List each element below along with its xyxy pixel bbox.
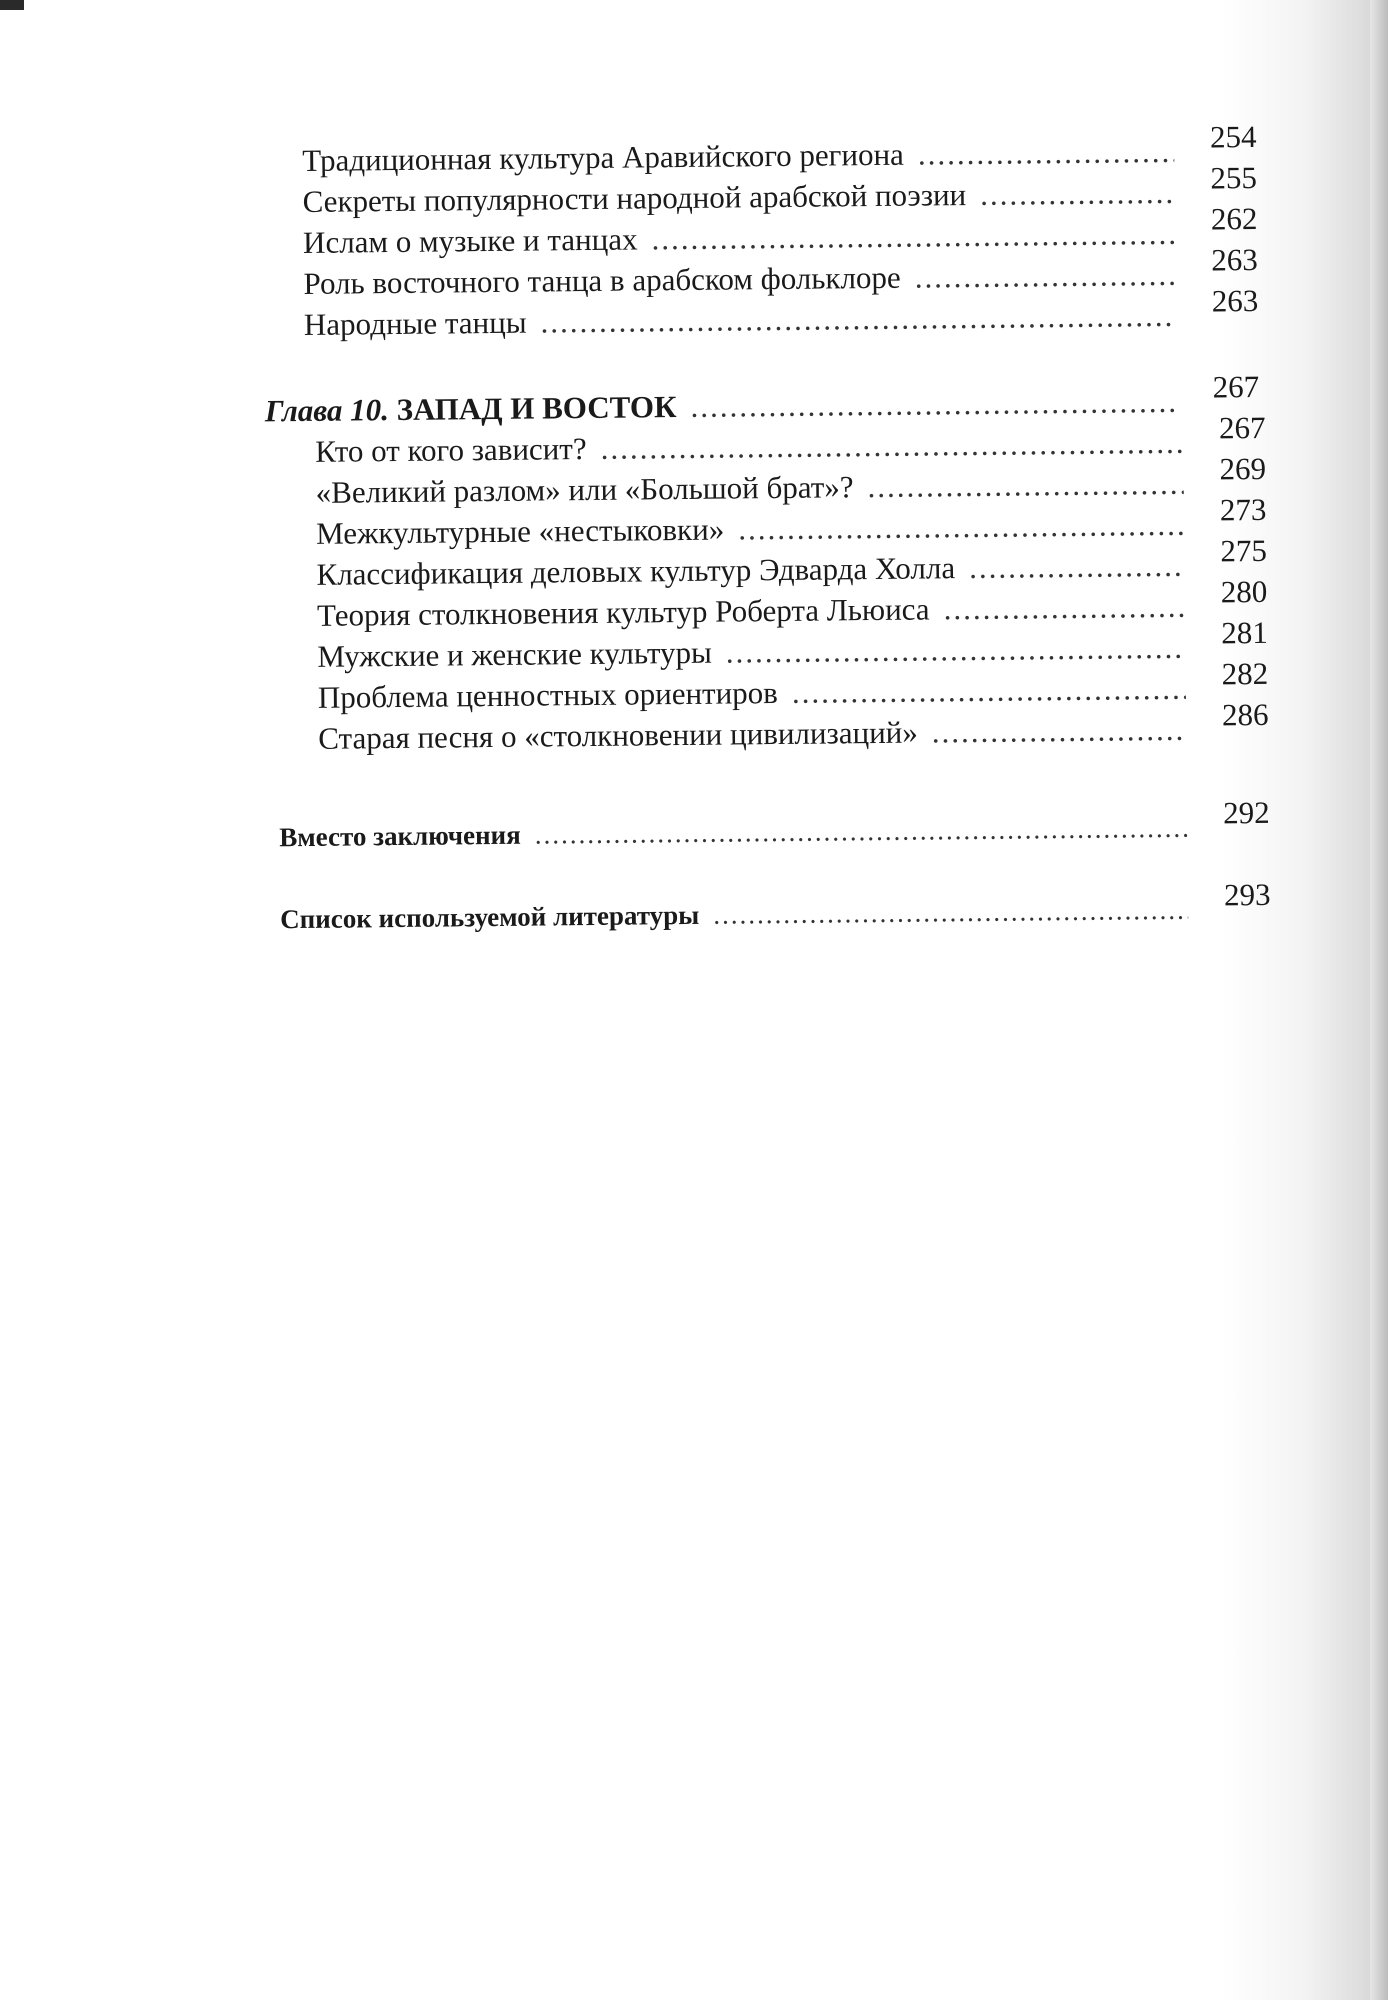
toc-entry-page: 267 [1218, 409, 1266, 446]
toc-entry-page: 281 [1221, 614, 1268, 651]
toc-entry-title: «Великий разлом» или «Большой брат»? [315, 469, 854, 510]
dot-leader [969, 547, 1185, 587]
chapter-title [265, 388, 677, 430]
toc-entry-title: Классификация деловых культур Эдварда Холла [316, 550, 956, 592]
dot-leader [932, 711, 1187, 752]
toc-entry [303, 282, 1259, 344]
toc-entry-page: 267 [1212, 368, 1260, 405]
dot-leader [943, 588, 1185, 629]
toc-entry-title: Традиционная культура Аравийского региона [302, 136, 905, 178]
toc-entry-page: 280 [1220, 573, 1268, 610]
toc-entry-page: 262 [1210, 200, 1258, 237]
toc-entry-page: 263 [1211, 282, 1259, 319]
toc-entry-page: 254 [1209, 118, 1257, 155]
toc-entry-page: 292 [1222, 794, 1270, 831]
toc-entry-page: 282 [1221, 655, 1269, 692]
toc-entry-bibliography [280, 876, 1271, 939]
toc-entry-title: Мужские и женские культуры [317, 634, 713, 674]
dot-leader [726, 629, 1186, 672]
toc-entry-page: 263 [1211, 241, 1258, 278]
dot-leader [535, 809, 1188, 854]
toc-entry-title: Старая песня о «столкновении цивилизаций» [318, 714, 918, 756]
dot-leader [713, 891, 1188, 934]
toc-entry-page: 269 [1219, 450, 1267, 487]
toc-entry-title: Список используемой литературы [280, 899, 700, 935]
toc-entry-title: Кто от кого зависит? [315, 431, 587, 469]
toc-entry-page: 293 [1223, 876, 1271, 913]
dot-leader [540, 297, 1176, 342]
toc-entry-page: 275 [1220, 532, 1268, 569]
toc-entry-conclusion [279, 794, 1270, 857]
chapter-name: ЗАПАД И ВОСТОК [396, 389, 677, 428]
toc-entry-title: Межкультурные «нестыковки» [315, 511, 725, 551]
toc-entry-title: Народные танцы [303, 304, 527, 342]
toc-entry-title: Теория столкновения культур Роберта Льюиса [316, 591, 930, 633]
dot-leader [792, 670, 1186, 712]
dot-leader [918, 133, 1175, 174]
toc-entry-page: 286 [1221, 696, 1269, 733]
toc-entry-title: Роль восточного танца в арабском фольклоре [303, 259, 901, 301]
toc-entry [318, 696, 1269, 758]
toc-entry-title: Вместо заключения [279, 819, 521, 853]
dot-leader [651, 215, 1175, 258]
dot-leader [867, 465, 1183, 506]
toc-entry-page: 273 [1219, 491, 1267, 528]
dot-leader [980, 174, 1175, 214]
toc-entry-title: Секреты популярности народной арабской поэзии [302, 177, 967, 219]
dot-leader [690, 383, 1177, 426]
dot-leader [915, 256, 1176, 297]
toc-entry [303, 241, 1258, 303]
toc-entry-title: Проблема ценностных ориентиров [317, 675, 779, 715]
toc-entry-title: Ислам о музыке и танцах [302, 221, 638, 260]
toc-entry-page: 255 [1210, 159, 1258, 196]
toc-chapter-heading [264, 368, 1260, 431]
chapter-label: Глава 10. [264, 392, 390, 429]
dot-leader [738, 506, 1184, 549]
dot-leader [600, 424, 1183, 468]
